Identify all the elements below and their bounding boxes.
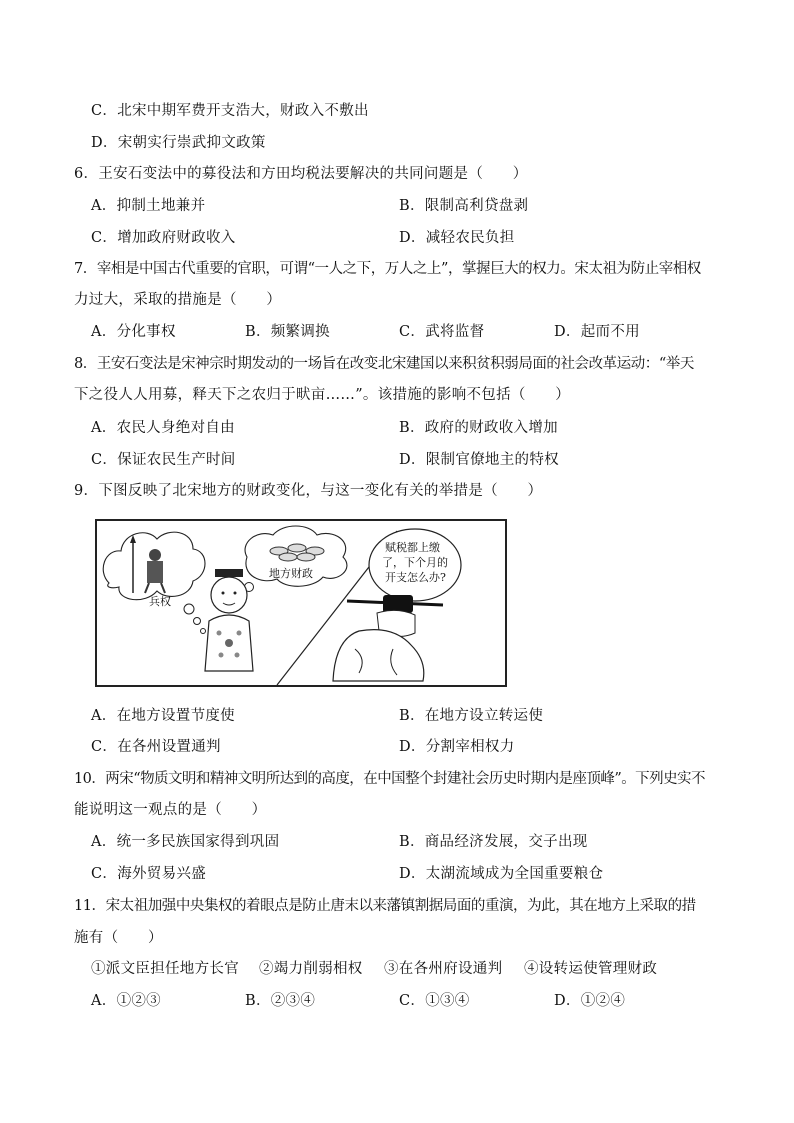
q8-stem-line2: 下之役人人用募，释天下之农归于畎亩……”。该措施的影响不包括（ ）: [74, 387, 571, 403]
q9-option-c: C．在各州设置通判: [91, 739, 221, 755]
thought-cloud-military: [103, 532, 205, 633]
q9-option-b: B．在地方设立转运使: [399, 708, 544, 724]
q10-option-b: B．商品经济发展，交子出现: [399, 834, 588, 850]
q8-option-a: A．农民人身绝对自由: [91, 420, 235, 436]
coin-icon: [297, 553, 315, 561]
q7-option-c: C．武将监督: [399, 324, 485, 340]
q11-stem-line1: 11．宋太祖加强中央集权的着眼点是防止唐末以来藩镇割据局面的重演，为此，其在地方上采取的措: [74, 898, 696, 914]
q11-item-2: ②竭力削弱相权: [259, 961, 363, 977]
q11-item-4: ④设转运使管理财政: [524, 961, 658, 977]
thought-cloud-finance: [238, 526, 347, 600]
q6-option-d: D．减轻农民负担: [399, 230, 515, 246]
q10-option-a: A．统一多民族国家得到巩固: [91, 834, 280, 850]
speech-line-3: 开支怎么办?: [385, 571, 446, 584]
soldier-head-icon: [149, 549, 161, 561]
cartoon-drawing: [97, 521, 505, 685]
q11-option-d: D．①②④: [554, 993, 626, 1009]
official-figure: [333, 595, 443, 681]
q6-stem: 6．王安石变法中的募役法和方田均税法要解决的共同问题是（ ）: [74, 166, 528, 182]
q8-option-c: C．保证农民生产时间: [91, 452, 236, 468]
q8-stem-line1: 8．王安石变法是宋神宗时期发动的一场旨在改变北宋建国以来积贫积弱局面的社会改革运动：“举天: [74, 356, 694, 372]
q7-option-a: A．分化事权: [91, 324, 176, 340]
q9-option-d: D．分割宰相权力: [399, 739, 515, 755]
q7-stem-line2: 力过大，采取的措施是（ ）: [74, 292, 282, 308]
q7-stem-line1: 7．宰相是中国古代重要的官职，可谓“一人之下，万人之上”，掌握巨大的权力。宋太祖为防止宰相权: [74, 261, 701, 277]
label-finance: 地方财政: [269, 567, 313, 580]
q6-option-c: C．增加政府财政收入: [91, 230, 236, 246]
q9-stem: 9．下图反映了北宋地方的财政变化，与这一变化有关的举措是（ ）: [74, 483, 543, 499]
q5-option-c: C．北宋中期军费开支浩大，财政入不敷出: [91, 103, 369, 119]
q11-stem-line2: 施有（ ）: [74, 930, 163, 946]
label-military: 兵权: [149, 595, 171, 608]
q11-item-1: ①派文臣担任地方长官: [91, 961, 239, 977]
q8-option-b: B．政府的财政收入增加: [399, 420, 558, 436]
q7-option-b: B．频繁调换: [245, 324, 330, 340]
q10-option-d: D．太湖流域成为全国重要粮仓: [399, 866, 604, 882]
q6-option-a: A．抑制土地兼并: [91, 198, 206, 214]
speech-line-1: 赋税都上缴: [385, 541, 440, 554]
q10-stem-line2: 能说明这一观点的是（ ）: [74, 802, 267, 818]
q11-option-b: B．②③④: [245, 993, 316, 1009]
soldier-body-icon: [147, 561, 163, 583]
q11-item-3: ③在各州府设通判: [384, 961, 503, 977]
q8-option-d: D．限制官僚地主的特权: [399, 452, 559, 468]
q10-option-c: C．海外贸易兴盛: [91, 866, 206, 882]
coin-icon: [288, 544, 306, 552]
q9-cartoon: [95, 519, 507, 687]
q7-option-d: D．起而不用: [554, 324, 640, 340]
speech-bubble: [369, 529, 461, 613]
speech-line-2: 了，下个月的: [382, 556, 448, 569]
q11-option-c: C．①③④: [399, 993, 470, 1009]
q5-option-d: D．宋朝实行崇武抑文政策: [91, 135, 266, 151]
coin-icon: [279, 553, 297, 561]
q10-stem-line1: 10．两宋“物质文明和精神文明所达到的高度，在中国整个封建社会历史时期内是座顶峰”。下列史实不: [74, 771, 705, 787]
q9-option-a: A．在地方设置节度使: [91, 708, 235, 724]
q6-option-b: B．限制高利贷盘剥: [399, 198, 529, 214]
q11-option-a: A．①②③: [91, 993, 161, 1009]
